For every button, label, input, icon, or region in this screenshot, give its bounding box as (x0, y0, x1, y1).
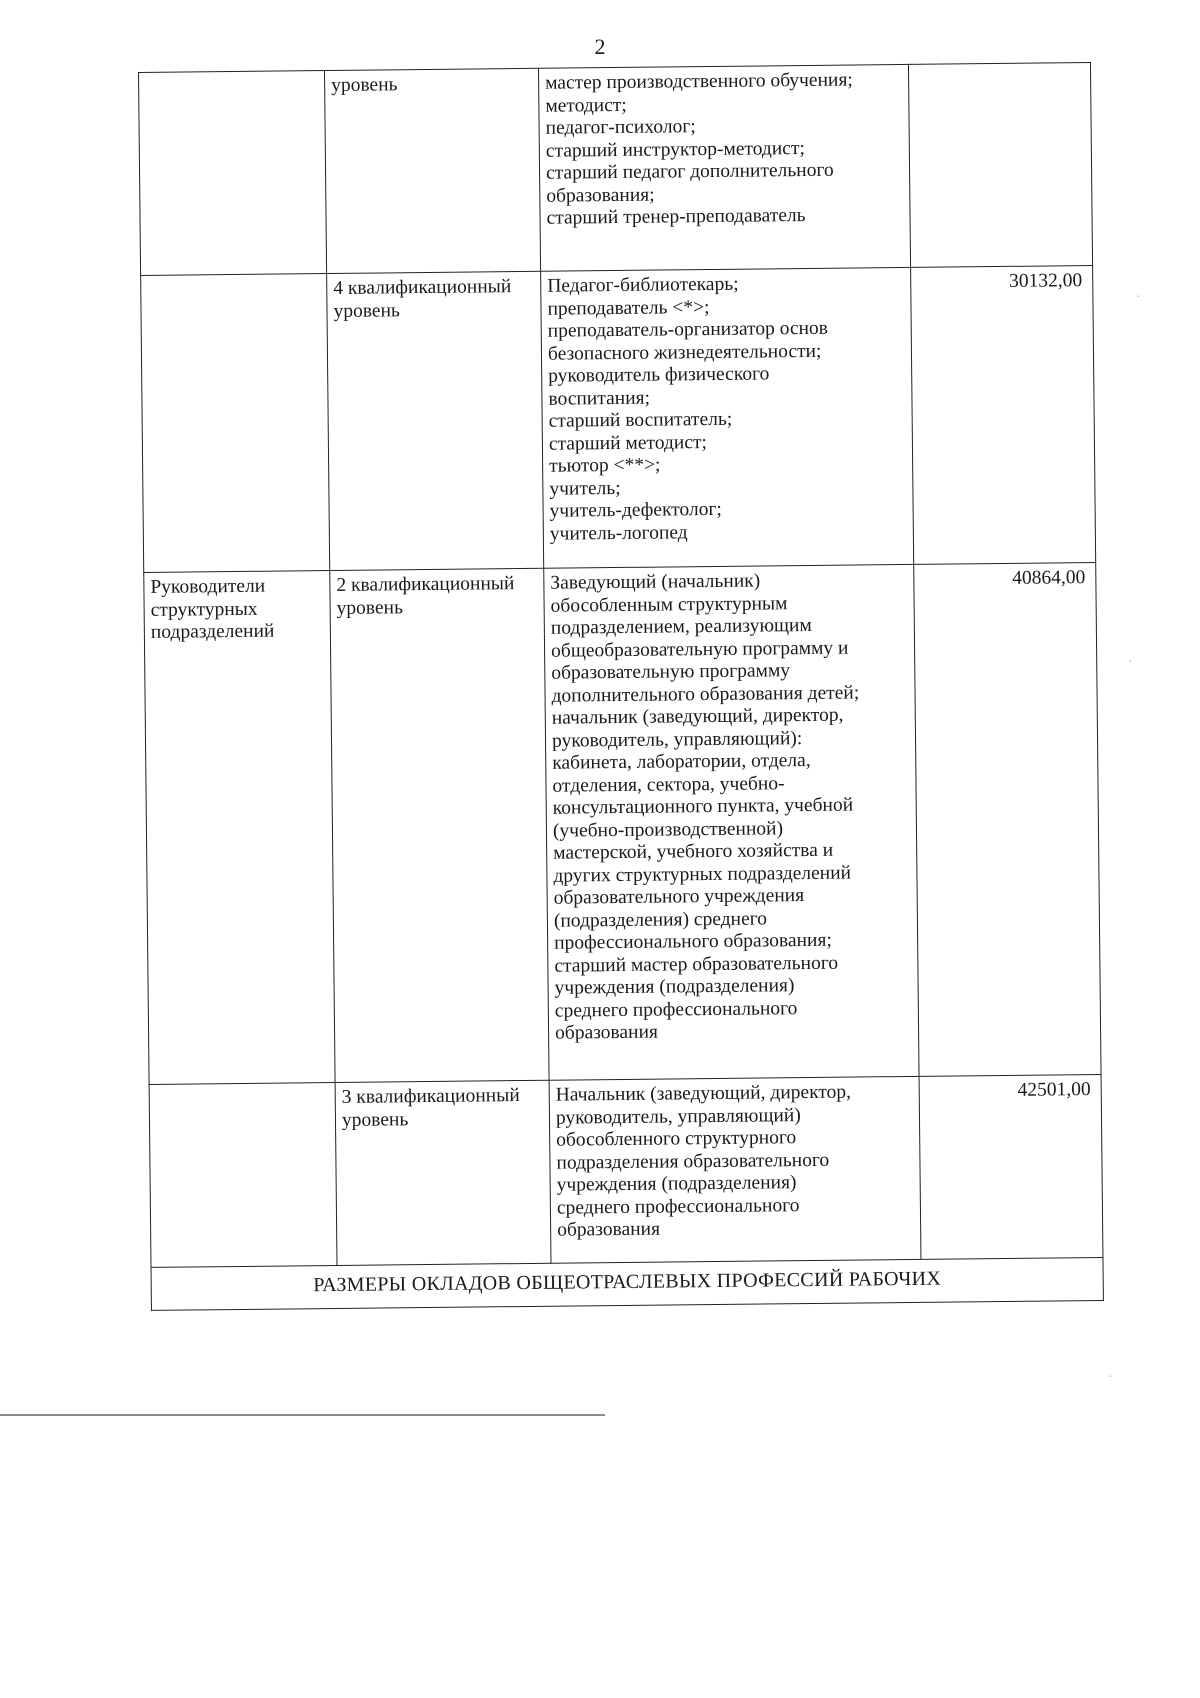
level-text: уровень (331, 74, 398, 96)
positions-cell (544, 564, 919, 1080)
position-text: старший тренер-преподаватель (546, 205, 806, 229)
section-heading-row (151, 1257, 1103, 1310)
position-text: образования (554, 1021, 659, 1044)
group-cell (139, 71, 327, 276)
scan-artifact-mark: · (1108, 1370, 1113, 1385)
position-text: мастер производственного обучения; (545, 69, 853, 94)
position-text: воспитания; (548, 387, 651, 410)
position-text: руководитель, управляющий) (555, 1104, 801, 1129)
position-text: преподаватель-организатор основ (547, 317, 829, 342)
qualification-level-cell (327, 271, 544, 570)
position-text: старший мастер образовательного (554, 952, 839, 977)
position-text: обособленным структурным (550, 592, 788, 617)
position-text: обособленного структурного (556, 1127, 797, 1151)
position-text: среднего профессионального (556, 1194, 800, 1219)
position-text: старший методист; (548, 431, 708, 455)
group-text: структурных (150, 598, 258, 621)
salary-table (138, 62, 1103, 1297)
level-text: 4 квалификационный (333, 276, 512, 299)
scan-artifact-mark: · (1128, 655, 1133, 670)
position-text: (подразделения) среднего (553, 907, 768, 932)
table-row (139, 63, 1093, 276)
table-row (149, 1074, 1103, 1267)
position-text: Педагог-библиотекарь; (547, 273, 739, 297)
position-text: подразделения образовательного (556, 1149, 830, 1174)
position-text: начальник (заведующий, директор, (551, 704, 844, 729)
position-text: профессионального образования; (554, 929, 832, 954)
salary-cell (908, 63, 1092, 268)
salary-value: 30132,00 (1009, 270, 1083, 292)
section-heading: РАЗМЕРЫ ОКЛАДОВ ОБЩЕОТРАСЛЕВЫХ ПРОФЕССИЙ РАБОЧИХ (151, 1257, 1103, 1310)
qualification-level-cell (335, 1080, 551, 1265)
position-text: подразделением, реализующим (550, 614, 812, 639)
position-text: других структурных подразделений (553, 862, 852, 887)
position-text: дополнительного образования детей; (551, 681, 860, 707)
position-text: тьютор <**>; (549, 454, 661, 477)
position-text: учитель-дефектолог; (549, 498, 722, 522)
position-text: образовательную программу (551, 660, 791, 684)
group-cell (144, 571, 335, 1085)
scan-artifact-line (0, 1414, 605, 1416)
position-text: преподаватель <*>; (547, 296, 710, 320)
qualification-level-cell (324, 68, 540, 273)
level-text: 3 квалификационный (341, 1085, 520, 1108)
position-text: педагог-психолог; (545, 116, 696, 139)
position-text: руководитель, управляющий): (551, 727, 803, 752)
level-text: уровень (336, 596, 404, 619)
position-text: безопасного жизнедеятельности; (547, 340, 822, 365)
position-text: среднего профессионального (554, 997, 798, 1022)
position-text: отделения, сектора, учебно- (552, 772, 785, 797)
position-text: руководитель физического (548, 363, 770, 387)
group-cell (141, 274, 330, 573)
positions-cell (541, 267, 914, 568)
position-text: старший педагог дополнительного (545, 159, 834, 184)
salary-value: 40864,00 (1012, 567, 1086, 589)
position-text: образования; (546, 184, 655, 207)
group-text: Руководители (150, 575, 266, 598)
level-text: уровень (333, 299, 400, 322)
position-text: учитель-логопед (549, 521, 688, 545)
qualification-level-cell (330, 568, 549, 1082)
salary-cell (911, 266, 1096, 565)
level-text: 2 квалификационный (336, 573, 515, 596)
position-text: (учебно-производственной) (552, 817, 784, 842)
salary-cell (919, 1074, 1103, 1259)
position-text: учреждения (подразделения) (554, 975, 795, 999)
page-number: 2 (594, 34, 606, 59)
position-text: Начальник (заведующий, директор, (555, 1081, 852, 1106)
scan-artifact-mark: · (1136, 290, 1141, 305)
positions-cell (549, 1076, 921, 1263)
position-text: учитель; (549, 477, 621, 500)
position-text: образовательного учреждения (553, 885, 805, 909)
position-text: методист; (545, 94, 627, 117)
group-text: подразделений (150, 620, 275, 643)
group-cell (149, 1082, 337, 1267)
position-text: старший инструктор-методист; (545, 137, 805, 162)
position-text: старший воспитатель; (548, 408, 733, 432)
position-text: учреждения (подразделения) (556, 1172, 797, 1196)
level-text: уровень (341, 1108, 409, 1131)
table-row (141, 266, 1096, 573)
position-text: мастерской, учебного хозяйства и (553, 839, 834, 864)
position-text: Заведующий (начальник) (550, 570, 761, 594)
table-row (144, 562, 1101, 1084)
salary-value: 42501,00 (1017, 1079, 1091, 1101)
salary-cell (914, 562, 1101, 1076)
position-text: кабинета, лаборатории, отдела, (552, 749, 811, 774)
positions-cell (538, 64, 910, 271)
position-text: образования (557, 1218, 661, 1241)
position-text: общеобразовательную программу и (550, 637, 849, 662)
position-text: консультационного пункта, учебной (552, 794, 854, 819)
